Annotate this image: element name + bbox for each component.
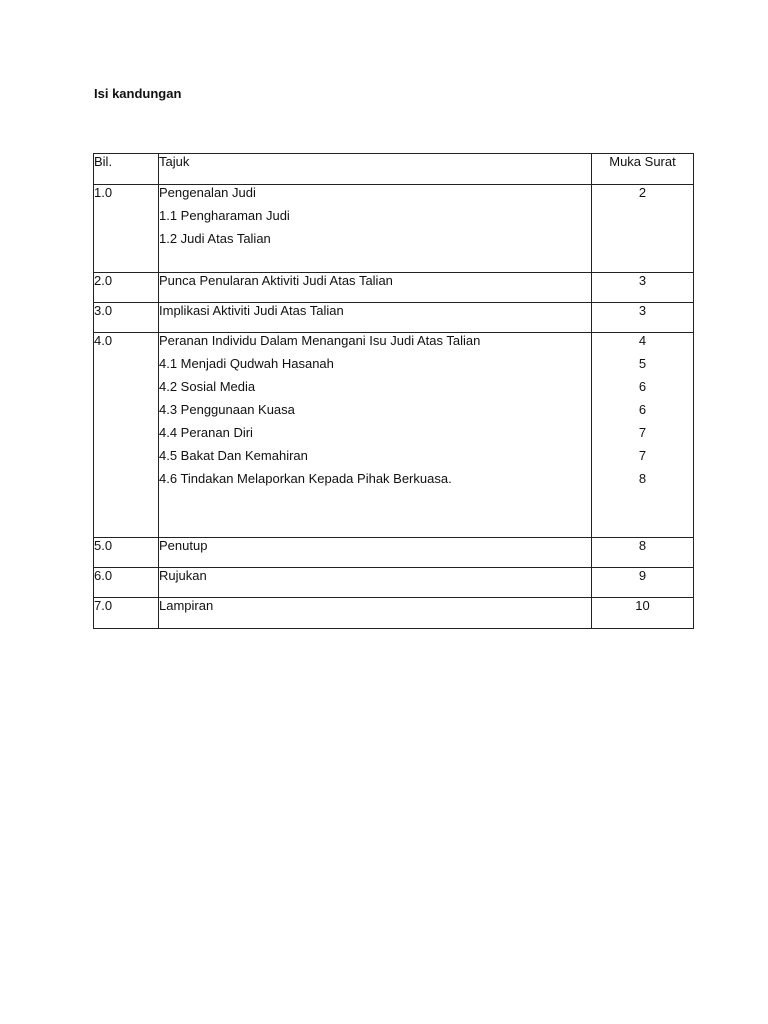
subsection-title: 4.6 Tindakan Melaporkan Kepada Pihak Berkuasa.	[159, 471, 452, 486]
row-page	[592, 273, 694, 303]
row-title	[159, 273, 592, 303]
table-row	[94, 333, 694, 538]
row-number	[94, 333, 159, 538]
row-title	[159, 598, 592, 629]
page-number: 8	[638, 471, 647, 486]
page-number: 5	[638, 356, 647, 371]
table-row	[94, 185, 694, 273]
subsection-title: 4.5 Bakat Dan Kemahiran	[159, 448, 308, 463]
table-row	[94, 598, 694, 629]
row-number	[94, 538, 159, 568]
row-number-label: 2.0	[94, 273, 113, 288]
table-header-row	[94, 154, 694, 185]
row-number-label: 6.0	[94, 568, 113, 583]
table-of-contents	[93, 153, 694, 629]
header-number-label: Bil.	[94, 154, 113, 169]
page-number: 3	[638, 273, 647, 288]
page-number: 6	[638, 379, 647, 394]
row-title	[159, 568, 592, 598]
section-title: Punca Penularan Aktiviti Judi Atas Talian	[159, 273, 393, 288]
header-title-label: Tajuk	[159, 154, 190, 169]
document-title: Isi kandungan	[94, 86, 182, 101]
row-title	[159, 185, 592, 273]
page-number: 7	[638, 448, 647, 463]
row-number	[94, 185, 159, 273]
page-number: 4	[638, 333, 647, 348]
row-number	[94, 273, 159, 303]
section-title: Pengenalan Judi	[159, 185, 256, 200]
subsection-title: 4.1 Menjadi Qudwah Hasanah	[159, 356, 334, 371]
page-number: 9	[638, 568, 647, 583]
section-title: Rujukan	[159, 568, 207, 583]
row-title	[159, 333, 592, 538]
page-number: 6	[638, 402, 647, 417]
row-number	[94, 598, 159, 629]
section-title: Peranan Individu Dalam Menangani Isu Judi Atas Talian	[159, 333, 481, 348]
header-title	[159, 154, 592, 185]
row-page	[592, 568, 694, 598]
section-title: Lampiran	[159, 598, 214, 613]
row-number-label: 4.0	[94, 333, 113, 348]
header-number	[94, 154, 159, 185]
table-row	[94, 538, 694, 568]
row-page	[592, 538, 694, 568]
page-number: 3	[638, 303, 647, 318]
subsection-title: 4.3 Penggunaan Kuasa	[159, 402, 295, 417]
table-row	[94, 303, 694, 333]
subsection-title: 1.1 Pengharaman Judi	[159, 208, 290, 223]
table-row	[94, 273, 694, 303]
row-page	[592, 185, 694, 273]
row-title	[159, 538, 592, 568]
page-number: 2	[638, 185, 647, 200]
row-number-label: 5.0	[94, 538, 113, 553]
row-number-label: 7.0	[94, 598, 113, 613]
row-page	[592, 598, 694, 629]
row-title	[159, 303, 592, 333]
subsection-title: 4.2 Sosial Media	[159, 379, 256, 394]
page-number: 7	[638, 425, 647, 440]
page-number: 10	[635, 598, 650, 613]
row-page	[592, 303, 694, 333]
row-page	[592, 333, 694, 538]
row-number-label: 1.0	[94, 185, 113, 200]
section-title: Implikasi Aktiviti Judi Atas Talian	[159, 303, 344, 318]
header-page	[592, 154, 694, 185]
subsection-title: 4.4 Peranan Diri	[159, 425, 253, 440]
row-number	[94, 568, 159, 598]
row-number	[94, 303, 159, 333]
row-number-label: 3.0	[94, 303, 113, 318]
subsection-title: 1.2 Judi Atas Talian	[159, 231, 271, 246]
header-page-label: Muka Surat	[609, 154, 676, 169]
page-number: 8	[638, 538, 647, 553]
table-row	[94, 568, 694, 598]
section-title: Penutup	[159, 538, 208, 553]
